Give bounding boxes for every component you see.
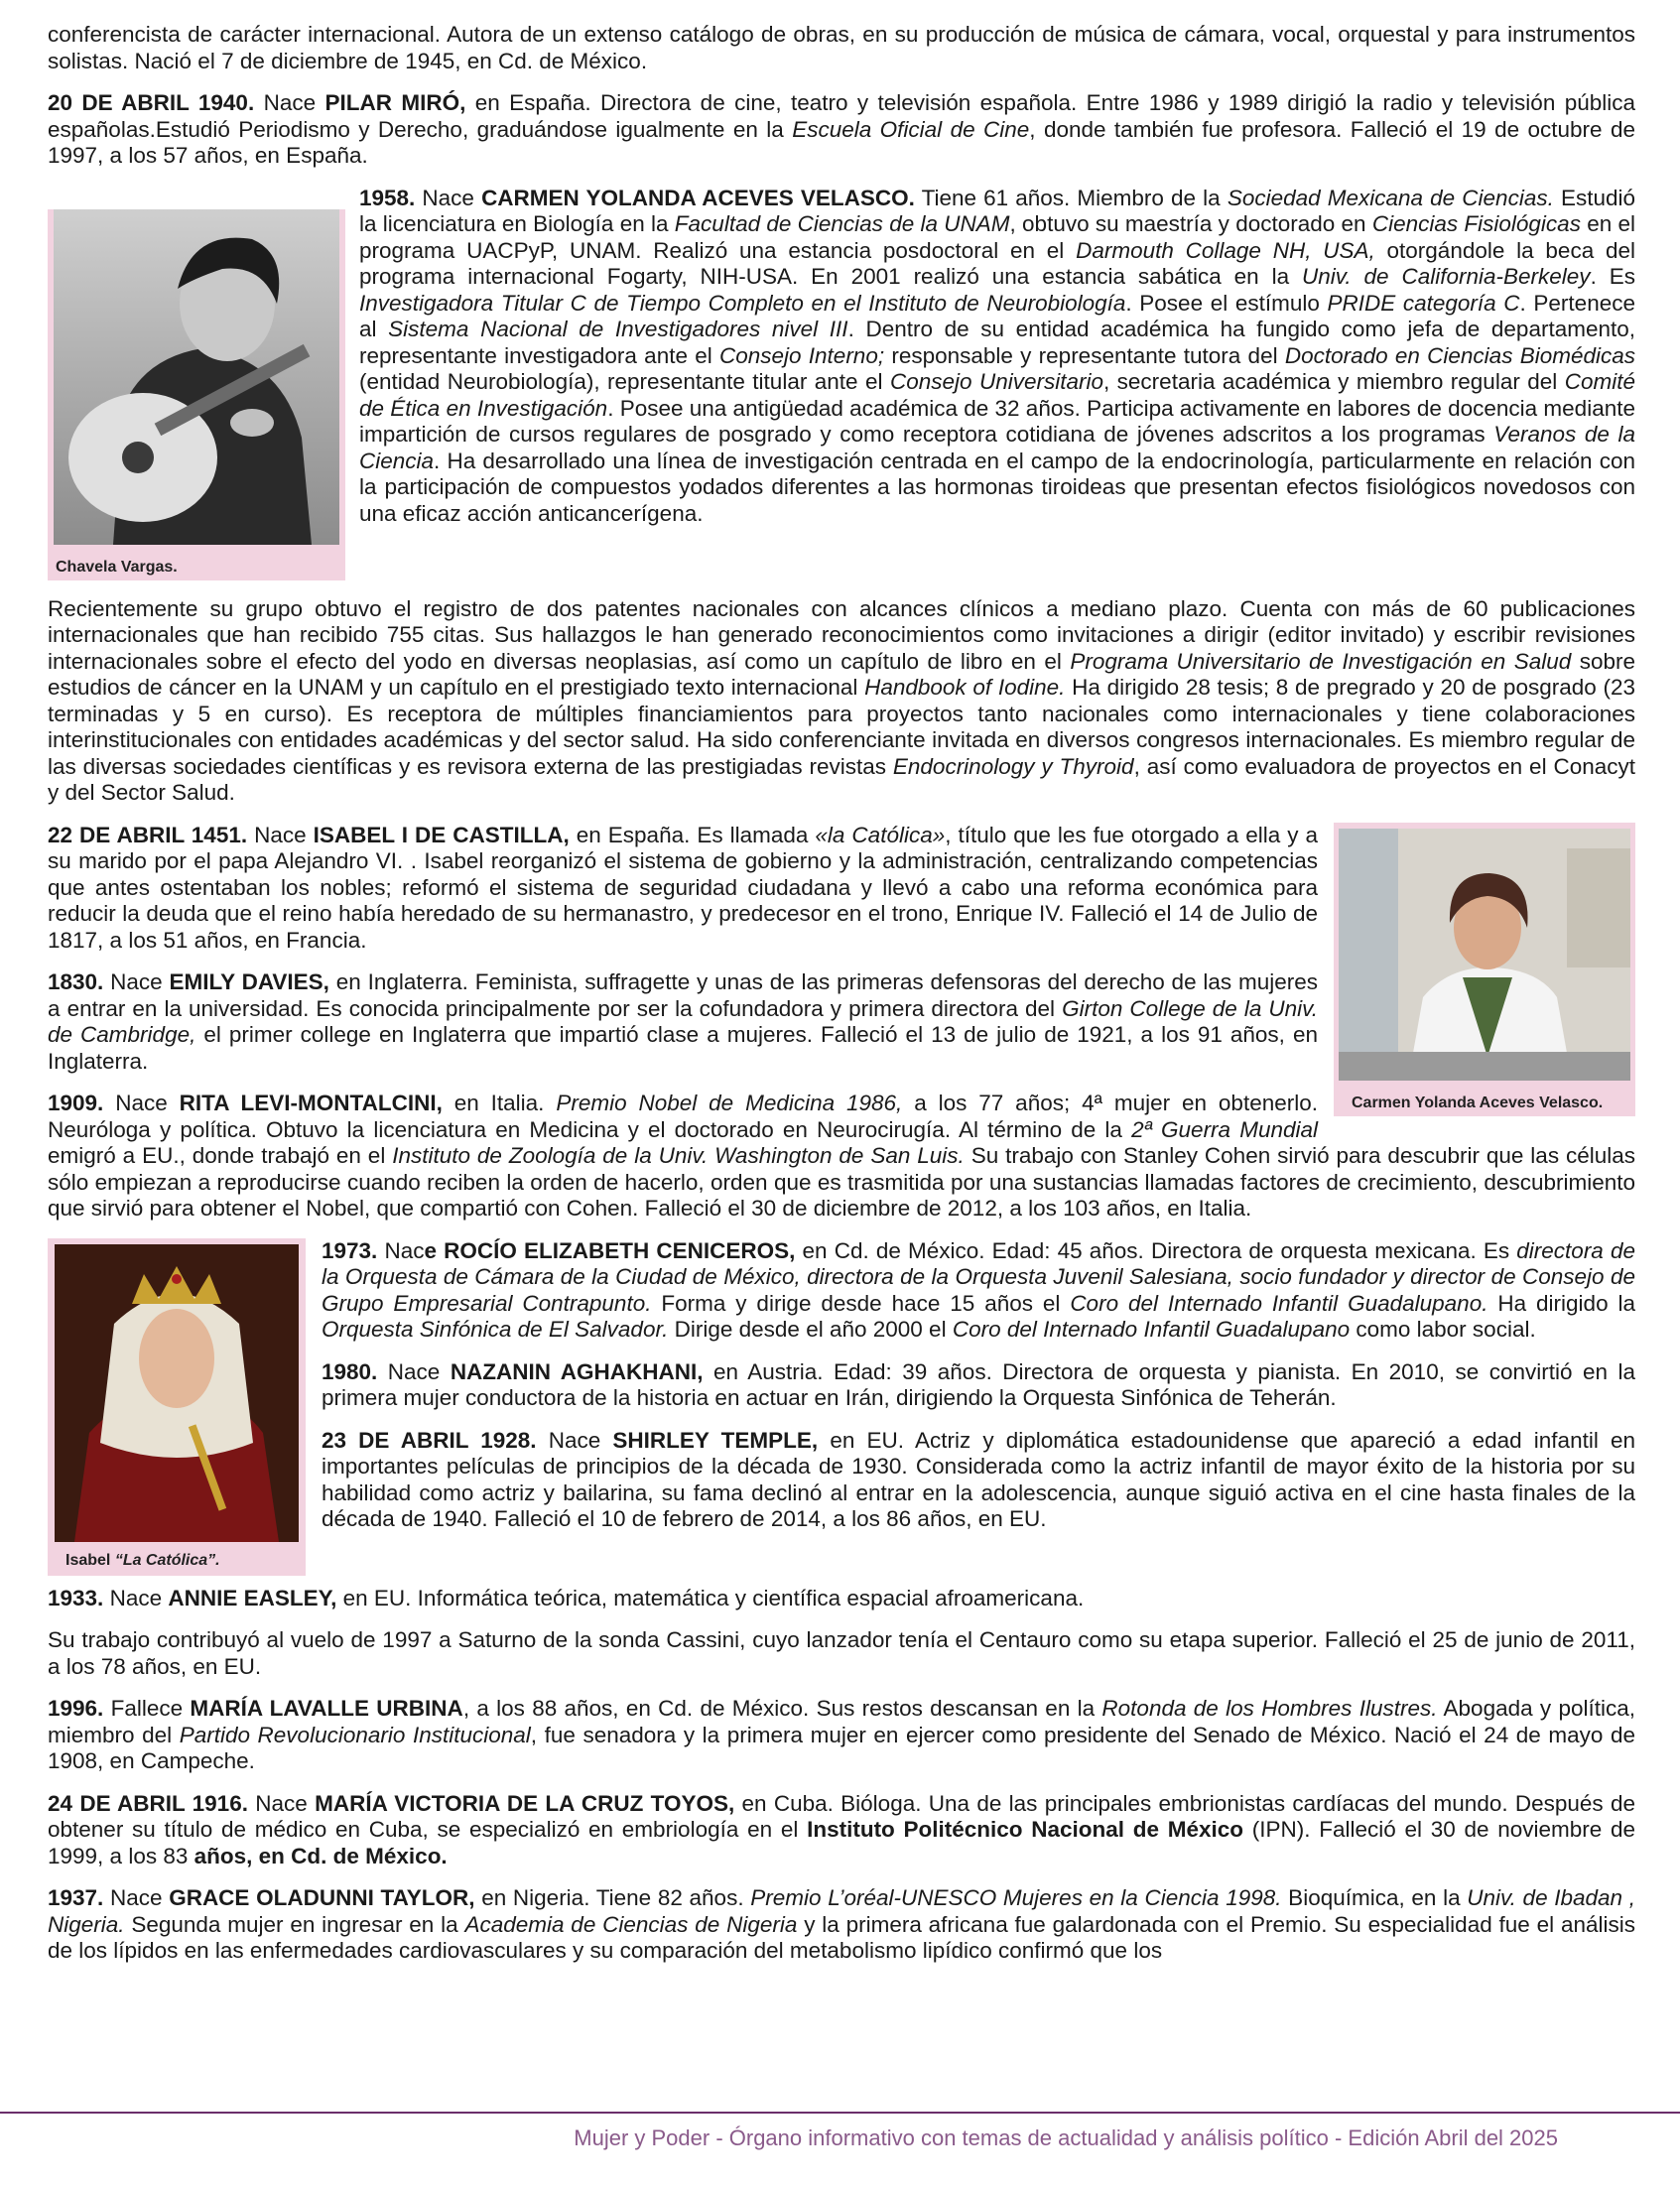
- entry-name: GRACE OLADUNNI TAYLOR,: [169, 1885, 475, 1910]
- figure-chavela: [48, 209, 345, 580]
- entry-name: NAZANIN AGHAKHANI,: [450, 1358, 704, 1384]
- entry-temple: 23 DE ABRIL 1928. Nace SHIRLEY TEMPLE, en EU. Actriz y diplomática estadounidense que apareció a edad infantil en importantes películas de principios de la década de 1930. Considerada como la actriz infantil de mayor éxito de la historia por su habilidad como actriz y bailarina, su fama declinó al entrar en la adolescencia, aunque siguió activa en el cine hasta finales de la década de 1940. Falleció el 10 de febrero de 2014, a los 86 años, en EU.: [322, 1427, 1636, 1531]
- entry-date: 23 DE ABRIL 1928.: [322, 1427, 537, 1453]
- aceves-continuation: Recientemente su grupo obtuvo el registro de dos patentes nacionales con alcances clínicos a mediano plazo. Cuenta con más de 60 publicaciones internacionales que han recibido 755 citas. Sus hallazgos le han generado reconocimientos como invitaciones a dirigir (editor invitado) y escribir revisiones internacionales sobre el efecto del yodo en diversas neoplasias, así como un capítulo de libro en el Programa Universitario de Investigación en Salud sobre estudios de cáncer en la UNAM y un capítulo en el prestigiado texto internacional Handbook of Iodine. Ha dirigido 28 tesis; 8 de pregrado y 20 de posgrado (23 terminadas y 5 en curso). Es receptora de múltiples financiamientos para proyectos tanto nacionales como internacionales y tiene colaboraciones interinstitucionales con entidades académicas y del sector salud. Ha sido conferenciante invitada en diversos congresos internacionales. Es miembro regular de las diversas sociedades científicas y es revisora externa de las prestigiadas revistas Endocrinology y Thyroid, así como evaluadora de proyectos en el Conacyt y del Sector Salud.: [48, 595, 1636, 805]
- entry-name: MARÍA VICTORIA DE LA CRUZ TOYOS,: [315, 1790, 735, 1816]
- entry-name: SHIRLEY TEMPLE,: [612, 1427, 819, 1453]
- entry-name: EMILY DAVIES,: [169, 969, 329, 994]
- entry-lavalle: 1996. Fallece MARÍA LAVALLE URBINA, a los 88 años, en Cd. de México. Sus restos descansan en la Rotonda de los Hombres Ilustres. Abogada y política, miembro del Partido Revolucionario Institucional, fue senadora y la primera mujer en ejercer como presidente del Senado de México. Nació el 24 de mayo de 1908, en Campeche.: [48, 1696, 1635, 1773]
- easley-continuation: Su trabajo contribuyó al vuelo de 1997 a Saturno de la sonda Cassini, cuyo lanzador tenía el Centauro como su etapa superior. Falleció el 25 de junio de 2011, a los 78 años, en EU.: [48, 1627, 1635, 1679]
- caption-isabel: Isabel “La Católica”.: [65, 1551, 220, 1569]
- entry-date: 1830.: [48, 969, 104, 994]
- entry-name: MARÍA LAVALLE URBINA: [190, 1696, 463, 1721]
- caption-chavela: Chavela Vargas.: [56, 558, 178, 576]
- chavela-photo: [54, 209, 339, 545]
- entry-toyos: 24 DE ABRIL 1916. Nace MARÍA VICTORIA DE LA CRUZ TOYOS, en Cuba. Bióloga. Una de las principales embrionistas cardíacas del mundo. Después de obtener su título de médico en Cuba, se especializó en embriología en el Instituto Politécnico Nacional de México (IPN). Falleció el 30 de noviembre de 1999, a los 83 años, en Cd. de México.: [48, 1790, 1636, 1868]
- entry-pilar-miro: 20 DE ABRIL 1940. Nace PILAR MIRÓ, en España. Directora de cine, teatro y televisión española. Entre 1986 y 1989 dirigió la radio y televisión pública españolas.Estudió Periodismo y Derecho, graduándose igualmente en la Escuela Oficial de Cine, donde también fue profesora. Falleció el 19 de octubre de 1997, a los 57 años, en España.: [48, 90, 1636, 168]
- entry-name: CARMEN YOLANDA ACEVES VELASCO.: [481, 185, 915, 210]
- entry-date: 1933.: [48, 1585, 104, 1610]
- entry-date: 1958.: [359, 185, 416, 210]
- entry-date: 20 DE ABRIL 1940.: [48, 90, 255, 115]
- figure-isabel: [48, 1238, 306, 1576]
- carmen-photo: [1339, 829, 1630, 1081]
- entry-taylor: 1937. Nace GRACE OLADUNNI TAYLOR, en Nigeria. Tiene 82 años. Premio L’oréal-UNESCO Mujeres en la Ciencia 1998. Bioquímica, en la Univ. de Ibadan , Nigeria. Segunda mujer en ingresar en la Academia de Ciencias de Nigeria y la primera africana fue galardonada con el Premio. Su especialidad fue el análisis de los lípidos en las enfermedades cardiovasculares y su comparación del metabolismo lipídico confirmó que los: [48, 1885, 1635, 1963]
- entry-ceniceros: 1973. Nace ROCÍO ELIZABETH CENICEROS, en Cd. de México. Edad: 45 años. Directora de orquesta mexicana. Es directora de la Orquesta de Cámara de la Ciudad de México, directora de la Orquesta Juvenil Salesiana, socio fundador y director de Consejo de Grupo Empresarial Contrapunto. Forma y dirige desde hace 15 años el Coro del Internado Infantil Guadalupano. Ha dirigido la Orquesta Sinfónica de El Salvador. Dirige desde el año 2000 el Coro del Internado Infantil Guadalupano como labor social.: [322, 1237, 1635, 1342]
- entry-name: ANNIE EASLEY,: [168, 1585, 337, 1610]
- entry-easley: 1933. Nace ANNIE EASLEY, en EU. Informática teórica, matemática y científica espacial afroamericana.: [48, 1585, 1085, 1610]
- entry-date: 1973.: [322, 1237, 378, 1263]
- entry-aceves: [48, 186, 1635, 580]
- aceves-paragraph: 1958. Nace CARMEN YOLANDA ACEVES VELASCO. Tiene 61 años. Miembro de la Sociedad Mexicana de Ciencias. Estudió la licenciatura en Biología en la Facultad de Ciencias de la UNAM, obtuvo su maestría y doctorado en Ciencias Fisiológicas en el programa UACPyP, UNAM. Realizó una estancia posdoctoral en el Darmouth Collage NH, USA, otorgándole la beca del programa internacional Fogarty, NIH-USA. En 2001 realizó una estancia sabática en la Univ. de California-Berkeley. Es Investigadora Titular C de Tiempo Completo en el Instituto de Neurobiología. Posee el estímulo PRIDE categoría C. Pertenece al Sistema Nacional de Investigadores nivel III. Dentro de su entidad académica ha fungido como jefa de departamento, representante investigadora ante el Consejo Interno; responsable y representante tutora del Doctorado en Ciencias Biomédicas (entidad Neurobiología), representante titular ante el Consejo Universitario, secretaria académica y miembro regular del Comité de Ética en Investigación. Posee una antigüedad académica de 32 años. Participa activamente en labores de docencia mediante impartición de cursos regulares de posgrado y como receptora cotidiana de jóvenes adscritos a los programas Veranos de la Ciencia. Ha desarrollado una línea de investigación centrada en el campo de la endocrinología, particularmente en relación con la participación de compuestos yodados diferentes a las hormonas tiroideas que presentan efectos fisiológicos novedosos con una eficaz acción anticancerígena.: [359, 185, 1636, 526]
- entry-date: 1996.: [48, 1696, 104, 1721]
- intro-paragraph: conferencista de carácter internacional. Autora de un extenso catálogo de obras, en su producción de música de cámara, vocal, orquestal y para instrumentos solistas. Nació el 7 de diciembre de 1945, en Cd. de México.: [48, 22, 1635, 73]
- isabel-painting: [55, 1244, 299, 1542]
- entry-date: 22 DE ABRIL 1451.: [48, 822, 248, 847]
- page-footer: Mujer y Poder - Órgano informativo con temas de actualidad y análisis político - Edición Abril del 2025: [574, 2125, 1558, 2150]
- footer-rule: [0, 2112, 1680, 2114]
- entry-name: ISABEL I DE CASTILLA,: [313, 822, 570, 847]
- entry-date: 1937.: [48, 1885, 104, 1910]
- caption-carmen: Carmen Yolanda Aceves Velasco.: [1352, 1094, 1604, 1111]
- figure-carmen: [1334, 823, 1635, 1116]
- entry-isabel: 22 DE ABRIL 1451. Nace ISABEL I DE CASTILLA, en España. Es llamada «la Católica», título que les fue otorgado a ella y a su marido por el papa Alejandro VI. . Isabel reorganizó el sistema de gobierno y la administración, centralizando competencias que antes ostentaban los nobles; reformó el sistema de seguridad ciudadana y llevó a cabo una reforma económica para reducir la deuda que el reino había heredado de su hermanastro, y predecesor en el trono, Enrique IV. Falleció el 14 de Julio de 1817, a los 51 años, en Francia.: [48, 822, 1319, 953]
- entry-aghakhani: 1980. Nace NAZANIN AGHAKHANI, en Austria. Edad: 39 años. Directora de orquesta y pianista. En 2010, se convirtió en la primera mujer conductora de la historia en actuar en Irán, dirigiendo la Orquesta Sinfónica de Teherán.: [322, 1358, 1635, 1410]
- entry-name: RITA LEVI-MONTALCINI,: [179, 1091, 443, 1115]
- entry-name: e ROCÍO ELIZABETH CENICEROS,: [424, 1237, 796, 1263]
- entry-date: 24 DE ABRIL 1916.: [48, 1790, 248, 1816]
- entry-date: 1909.: [48, 1091, 104, 1115]
- entry-levi-montalcini: 1909. Nace RITA LEVI-MONTALCINI, en Italia. Premio Nobel de Medicina 1986, a los 77 años; 4ª mujer en obtenerlo. Neuróloga y política. Obtuvo la licenciatura en Medicina y el doctorado en Neurocirugía. Al término de la 2ª Guerra Mundial emigró a EU., donde trabajó en el Instituto de Zoología de la Univ. Washington de San Luis. Su trabajo con Stanley Cohen sirvió para descubrir que las células sólo empiezan a reproducirse cuando reciben la orden de hacerlo, orden que es trasmitida por una sustancias llamadas factores de crecimiento, descubrimiento que sirvió para obtener el Nobel, que compartió con Cohen. Falleció el 30 de diciembre de 2012, a los 103 años, en Italia.: [48, 1091, 1635, 1221]
- article-body: [48, 22, 1635, 1981]
- entry-name: PILAR MIRÓ,: [324, 90, 466, 115]
- entry-date: 1980.: [322, 1358, 378, 1384]
- entry-davies: 1830. Nace EMILY DAVIES, en Inglaterra. Feminista, suffragette y unas de las primeras defensoras del derecho de las mujeres a entrar en la universidad. Es conocida principalmente por ser la cofundadora y primera directora del Girton College de la Univ. de Cambridge, el primer college en Inglaterra que impartió clase a mujeres. Falleció el 13 de julio de 1921, a los 91 años, en Inglaterra.: [48, 969, 1319, 1074]
